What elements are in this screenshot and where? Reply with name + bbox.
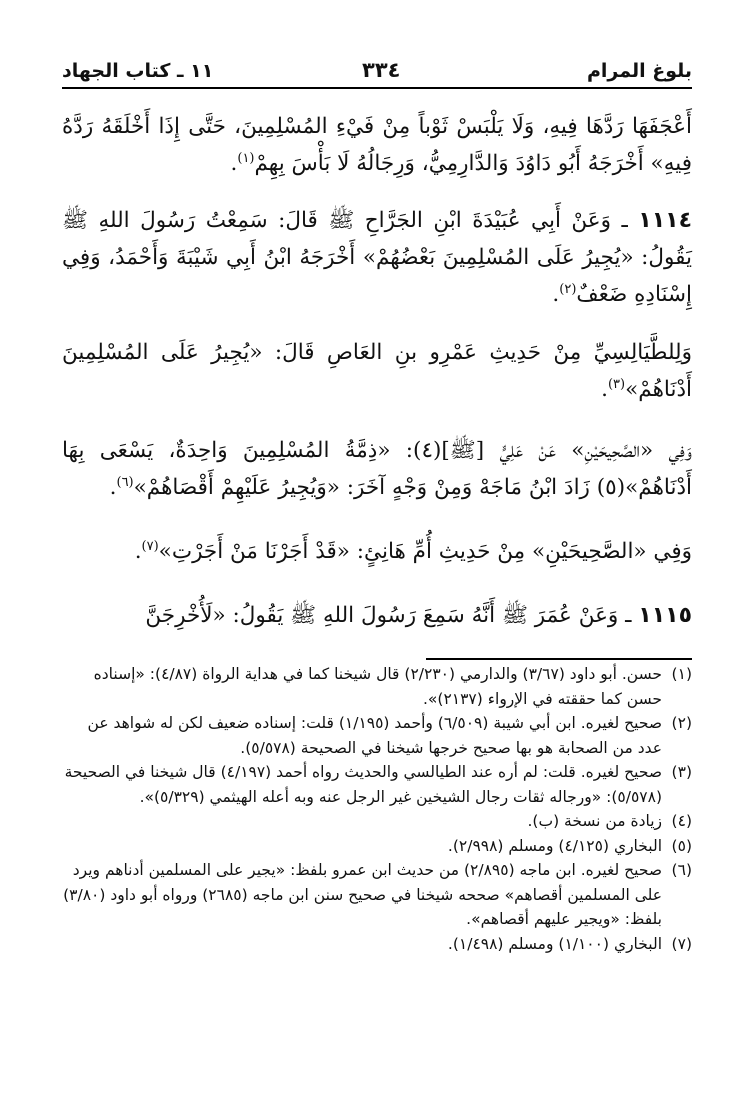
footnote xyxy=(62,711,692,760)
footnote-ref: (٧) xyxy=(141,538,159,554)
footnote-ref: (١) xyxy=(237,150,255,166)
page-header xyxy=(62,58,692,86)
footnote-text: البخاري (٤/١٢٥) ومسلم (٢/٩٩٨). xyxy=(447,836,662,855)
footnote-text: صحيح لغيره. ابن ماجه (٢/٨٩٥) من حديث ابن عمرو بلفظ: «يجير على المسلمين أدناهم ويرد على المسلمين أقصاهم» صححه شيخنا في صحيح سنن ابن ماجه (٢٦٨٥) ورواه أبو داود (٣/٨٠) بلفظ: «ويجير عليهم أقصاهم». xyxy=(63,861,662,928)
paragraph-text: وَفِي «الصَّحِيحَيْنِ» مِنْ حَدِيثِ أُمِّ هَانِئٍ: «قَدْ أَجَرْنَا مَنْ أَجَرْتِ» xyxy=(158,539,692,564)
footnote xyxy=(62,662,692,711)
paragraph-continuation: أَعْجَفَهَا رَدَّهَا فِيهِ، وَلَا يَلْبَسْ ثَوْباً مِنْ فَيْءِ المُسْلِمِينَ، حَتَّى إِذَا أَخْلَقَهُ رَدَّهُ فِيهِ» أَخْرَجَهُ أَبُو دَاوُدَ وَالدَّارِمِيُّ، وَرِجَالُهُ لَا بَأْسَ بِهِمْ$^{(١)}$. xyxy=(62,114,692,176)
footnote-marker: (٣) xyxy=(671,763,692,781)
paragraph-text: أَعْجَفَهَا رَدَّهَا فِيهِ، وَلَا يَلْبَسْ ثَوْباً مِنْ فَيْءِ المُسْلِمِينَ، حَتَّى إِذَا أَخْلَقَهُ رَدَّهُ فِيهِ» أَخْرَجَهُ أَبُو دَاوُدَ وَالدَّارِمِيُّ، وَرِجَالُهُ لَا بَأْسَ بِهِمْ xyxy=(62,114,692,176)
footnote-marker: (٦) xyxy=(671,861,692,879)
book-title: بلوغ المرام xyxy=(586,60,692,82)
footnote xyxy=(62,809,692,834)
footnote xyxy=(62,932,692,957)
paragraph-tayalisi: وَلِلطَّيَالِسِيِّ مِنْ حَدِيثِ عَمْرِو بنِ العَاصِ قَالَ: «يُجِيرُ عَلَى المُسْلِمِينَ أَدْنَاهُمْ»$^{(٣)}$. xyxy=(62,340,692,402)
footnote-ref: (٦) xyxy=(116,474,134,490)
footnote-marker: (٢) xyxy=(671,714,692,732)
footnote xyxy=(62,834,692,859)
footnote xyxy=(62,760,692,809)
footnote-text: حسن. أبو داود (٣/٦٧) والدارمي (٢/٢٣٠) قال شيخنا كما في هداية الرواة (٤/٨٧): «إسناده حسن كما حققته في الإرواء (٢١٣٧)». xyxy=(93,665,662,708)
footnote-text: صحيح لغيره. ابن أبي شيبة (٦/٥٠٩) وأحمد (١/١٩٥) قلت: إسناده ضعيف لكن له شواهد عن عدد من الصحابة هو بها صحيح خرجها شيخنا في الصحيحة (٥/٥٧٨). xyxy=(87,714,662,757)
paragraph-text: وَفِي «الصَّحِيحَيْنِ» عَنْ عَلِيٍّ [ﷺ](٤): «ذِمَّةُ المُسْلِمِينَ وَاحِدَةٌ، يَسْعَى بِهَا أَدْنَاهُمْ»(٥) زَادَ ابْنُ مَاجَهْ وَمِنْ وَجْهٍ آخَرَ: «وَيُجِيرُ عَلَيْهِمْ أَقْصَاهُمْ» xyxy=(62,438,693,500)
footnote-text: زيادة من نسخة (ب). xyxy=(527,812,662,830)
footnote-separator xyxy=(426,658,692,660)
footnote-text: صحيح لغيره. قلت: لم أره عند الطيالسي والحديث رواه أحمد (٤/١٩٧) قال شيخنا في الصحيحة (٥/٥٧٨): «ورجاله ثقات رجال الشيخين غير الرجل عنه وبه أعله الهيثمي (٥/٣٢٩)». xyxy=(64,763,662,806)
footnotes xyxy=(62,662,692,956)
paragraph-text: وَلِلطَّيَالِسِيِّ مِنْ حَدِيثِ عَمْرِو بنِ العَاصِ قَالَ: «يُجِيرُ عَلَى المُسْلِمِينَ أَدْنَاهُمْ» xyxy=(62,340,692,402)
footnote xyxy=(62,858,692,932)
footnote-marker: (١) xyxy=(671,665,692,683)
footnote-marker: (٥) xyxy=(671,836,692,855)
footnote-marker: (٤) xyxy=(671,812,692,830)
page-number: ٣٣٤ xyxy=(362,58,401,82)
footnote-ref: (٣) xyxy=(607,376,626,392)
hadith-number: ١١١٥ xyxy=(638,603,692,628)
hadith-number: ١١١٤ xyxy=(638,208,692,233)
footnote-text: البخاري (١/١٠٠) ومسلم (١/٤٩٨). xyxy=(447,934,662,953)
footnote-marker: (٧) xyxy=(671,934,692,953)
paragraph-text: ـ وَعَنْ أَبِي عُبَيْدَةَ ابْنِ الجَرَّاحِ ﷺ قَالَ: سَمِعْتُ رَسُولَ اللهِ ﷺ يَقُولُ: «يُجِيرُ عَلَى المُسْلِمِينَ بَعْضُهُمْ» أَخْرَجَهُ ابْنُ أَبِي شَيْبَةَ وَأَحْمَدُ، وَفِي إِسْنَادِهِ ضَعْفٌ xyxy=(62,208,692,307)
paragraph-sahihayn-ali: وَفِي «الصَّحِيحَيْنِ» عَنْ عَلِيٍّ [ﷺ](٤): «ذِمَّةُ المُسْلِمِينَ وَاحِدَةٌ، يَسْعَى بِهَا أَدْنَاهُمْ»(٥) زَادَ ابْنُ مَاجَهْ وَمِنْ وَجْهٍ آخَرَ: «وَيُجِيرُ عَلَيْهِمْ أَقْصَاهُمْ»$^{(٦)}$. xyxy=(62,438,693,500)
hadith-1114: ١١١٤ ـ وَعَنْ أَبِي عُبَيْدَةَ ابْنِ الجَرَّاحِ ﷺ قَالَ: سَمِعْتُ رَسُولَ اللهِ ﷺ يَقُولُ: «يُجِيرُ عَلَى المُسْلِمِينَ بَعْضُهُمْ» أَخْرَجَهُ ابْنُ أَبِي شَيْبَةَ وَأَحْمَدُ، وَفِي إِسْنَادِهِ ضَعْفٌ$^{(٢)}$. xyxy=(62,208,692,307)
paragraph-text: ـ وَعَنْ عُمَرَ ﷺ أَنَّهُ سَمِعَ رَسُولَ اللهِ ﷺ يَقُولُ: «لَأُخْرِجَنَّ xyxy=(145,603,632,628)
header-rule xyxy=(62,87,692,89)
hadith-1115 xyxy=(62,597,692,634)
chapter-title: ١١ ـ كتاب الجهاد xyxy=(62,60,214,82)
paragraph-umm-hani: وَفِي «الصَّحِيحَيْنِ» مِنْ حَدِيثِ أُمِّ هَانِئٍ: «قَدْ أَجَرْنَا مَنْ أَجَرْتِ»$^{(٧)}$. xyxy=(134,538,692,564)
footnote-ref: (٢) xyxy=(559,281,577,297)
